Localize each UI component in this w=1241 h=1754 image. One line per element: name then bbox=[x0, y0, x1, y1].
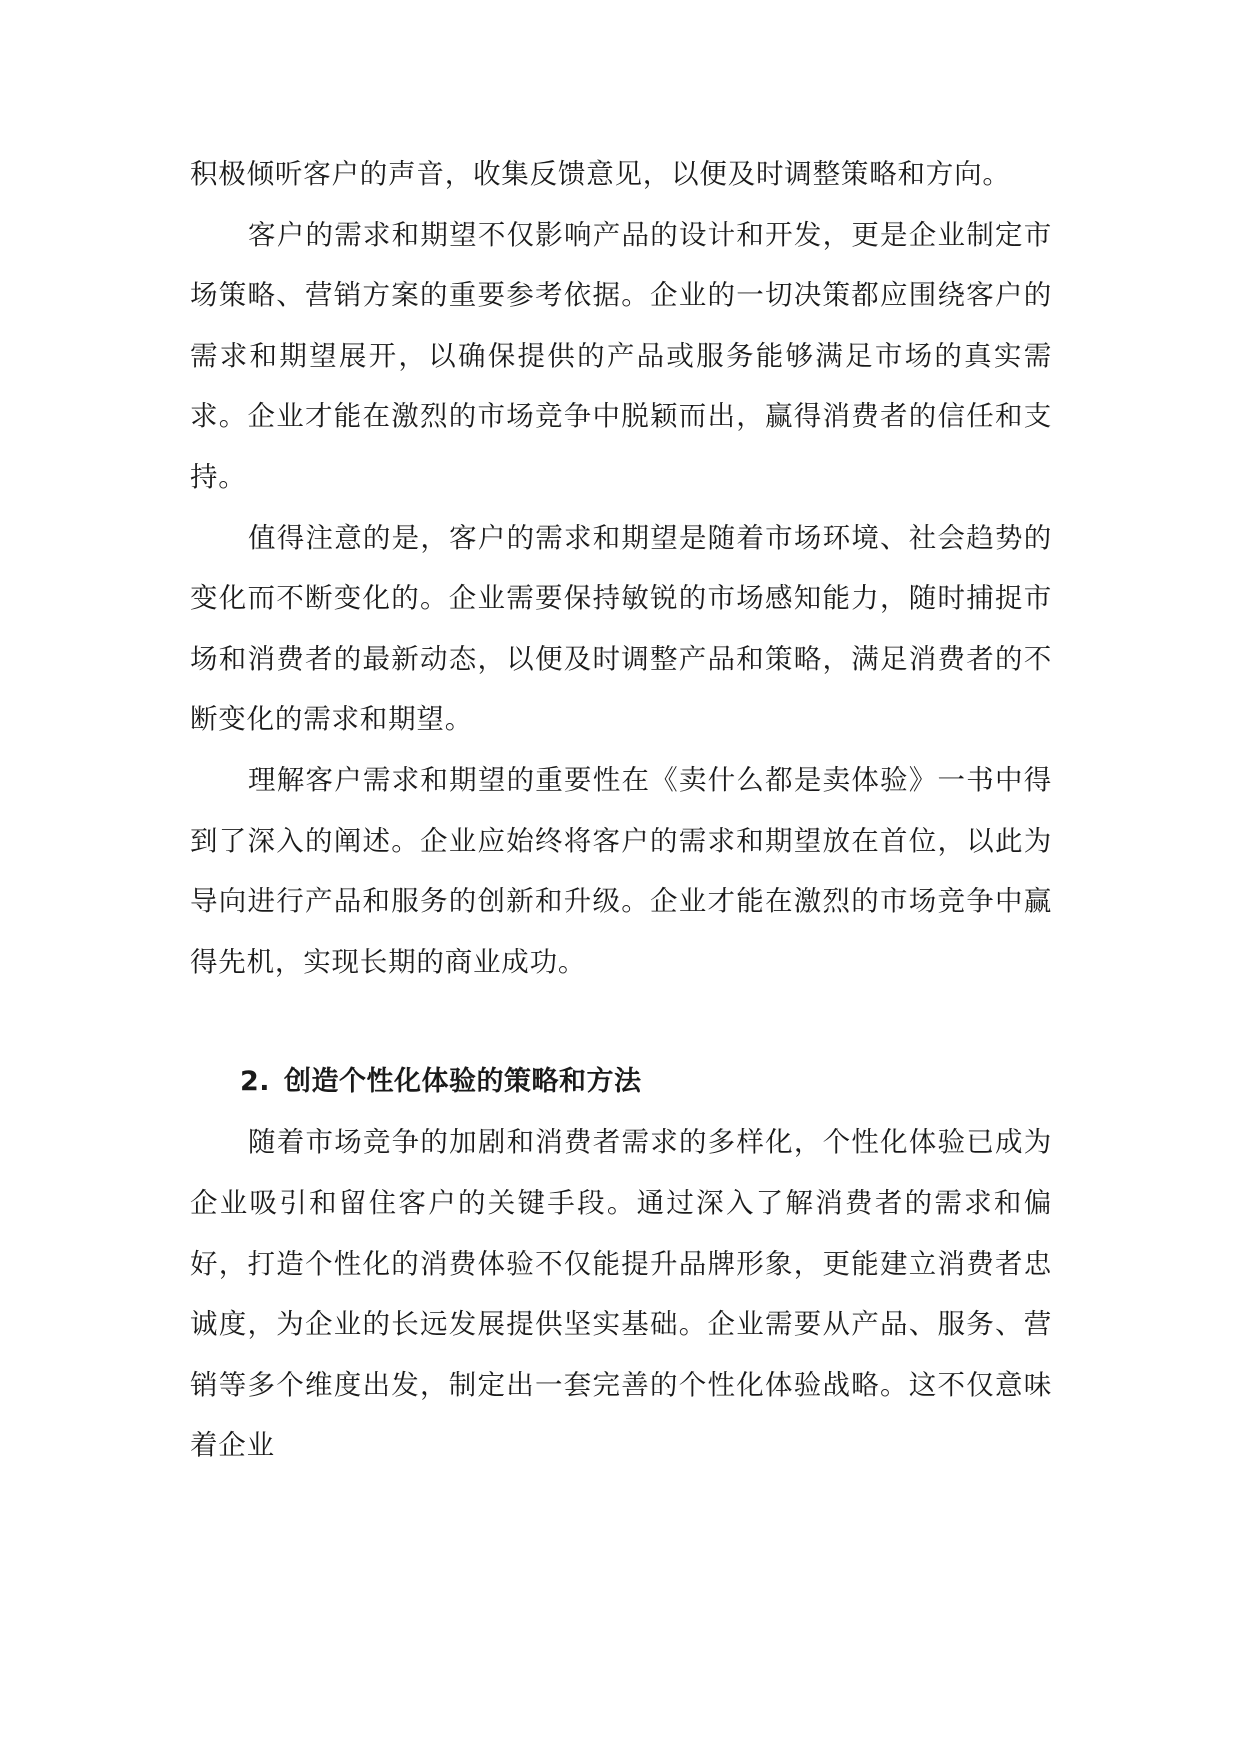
paragraph-personalization: 随着市场竞争的加剧和消费者需求的多样化，个性化体验已成为企业吸引和留住客户的关键手段。通过深入了解消费者的需求和偏好，打造个性化的消费体验不仅能提升品牌形象，更能建立消费者忠诚度，为企业的长远发展提供坚实基础。企业需要从产品、服务、营销等多个维度出发，制定出一套完善的个性化体验战略。这不仅意味着企业 bbox=[190, 1126, 1052, 1462]
paragraph-book-reference: 理解客户需求和期望的重要性在《卖什么都是卖体验》一书中得到了深入的阐述。企业应始终将客户的需求和期望放在首位，以此为导向进行产品和服务的创新和升级。企业才能在激烈的市场竞争中赢得先机，实现长期的商业成功。 bbox=[190, 763, 1052, 978]
document-page bbox=[190, 144, 1052, 1476]
paragraph-customer-needs: 客户的需求和期望不仅影响产品的设计和开发，更是企业制定市场策略、营销方案的重要参考依据。企业的一切决策都应围绕客户的需求和期望展开，以确保提供的产品或服务能够满足市场的真实需求。企业才能在激烈的市场竞争中脱颖而出，赢得消费者的信任和支持。 bbox=[190, 218, 1052, 493]
section-heading bbox=[190, 1052, 1052, 1112]
paragraph-changing-needs: 值得注意的是，客户的需求和期望是随着市场环境、社会趋势的变化而不断变化的。企业需要保持敏锐的市场感知能力，随时捕捉市场和消费者的最新动态，以便及时调整产品和策略，满足消费者的不断变化的需求和期望。 bbox=[190, 521, 1052, 736]
section-title: 创造个性化体验的策略和方法 bbox=[284, 1066, 642, 1098]
section-number: 2. bbox=[240, 1066, 271, 1098]
paragraph-continuation: 积极倾听客户的声音，收集反馈意见，以便及时调整策略和方向。 bbox=[190, 158, 1011, 190]
